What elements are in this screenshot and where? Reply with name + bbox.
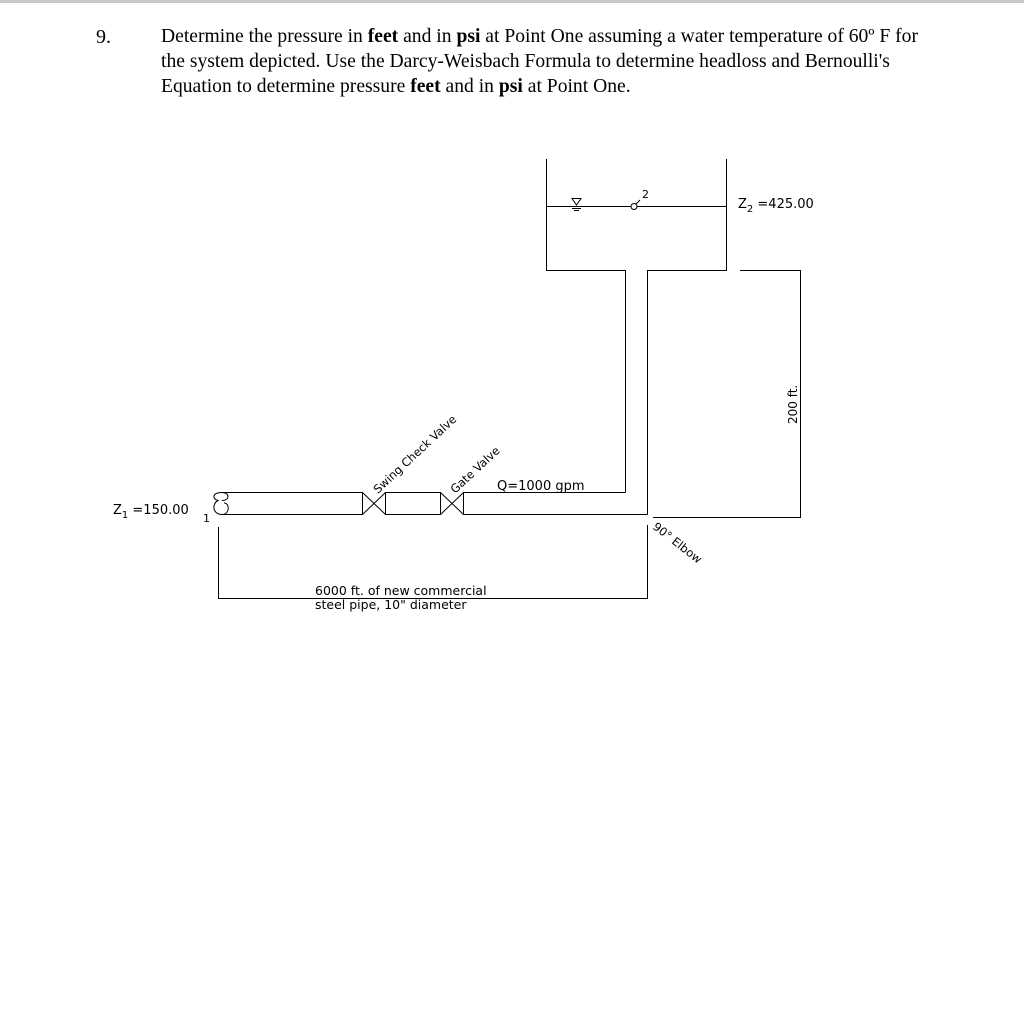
z1-label bbox=[113, 503, 189, 521]
question-bold-feet: feet bbox=[367, 26, 399, 47]
gate-valve-symbol bbox=[441, 493, 464, 515]
reservoir-right-wall bbox=[648, 159, 727, 515]
question-text-part: and in bbox=[398, 26, 457, 47]
z2-label bbox=[738, 197, 814, 215]
point-2-label: 2 bbox=[642, 188, 649, 201]
question-text-part: at Point One assuming a water temperature of 60º F for the system depicted. Use the Darcy-Weisbach Formula to determine headloss and Bernoulli's Equation to determine pressure bbox=[161, 26, 918, 97]
pipe-break-symbol bbox=[222, 493, 228, 515]
question-text-part: at Point One. bbox=[522, 76, 631, 97]
z1-subscript: 1 bbox=[121, 510, 129, 521]
z1-letter: Z bbox=[113, 503, 122, 518]
swing-check-valve-symbol bbox=[363, 493, 386, 515]
water-surface-triangle bbox=[572, 199, 581, 206]
question-text-part: Determine the pressure in bbox=[161, 26, 368, 47]
reservoir-left-wall bbox=[547, 159, 626, 493]
question-text-part: and in bbox=[440, 76, 499, 97]
point-2-leader bbox=[636, 200, 640, 204]
elevation-dimension-label: 200 ft. bbox=[786, 384, 800, 424]
pipe-break-symbol bbox=[214, 493, 222, 515]
elevation-dimension bbox=[653, 271, 801, 518]
gate-valve-label: Gate Valve bbox=[447, 443, 503, 497]
elbow-label: 90° Elbow bbox=[650, 519, 705, 567]
pipe-description-line-1: 6000 ft. of new commercial bbox=[315, 583, 487, 598]
z2-subscript: 2 bbox=[746, 204, 754, 215]
swing-check-valve-label: Swing Check Valve bbox=[370, 412, 460, 497]
z2-letter: Z bbox=[738, 197, 747, 212]
z2-value: =425.00 bbox=[753, 197, 814, 212]
flow-rate-label: Q=1000 gpm bbox=[497, 479, 585, 494]
point-1-label: 1 bbox=[203, 512, 210, 525]
question-bold-psi: psi bbox=[498, 76, 523, 97]
question-bold-psi: psi bbox=[456, 26, 481, 47]
z1-value: =150.00 bbox=[128, 503, 189, 518]
point-2-marker bbox=[631, 204, 637, 210]
pipe-description-line-2: steel pipe, 10" diameter bbox=[315, 597, 467, 612]
question-number: 9. bbox=[96, 26, 111, 48]
question-bold-feet: feet bbox=[410, 76, 441, 97]
